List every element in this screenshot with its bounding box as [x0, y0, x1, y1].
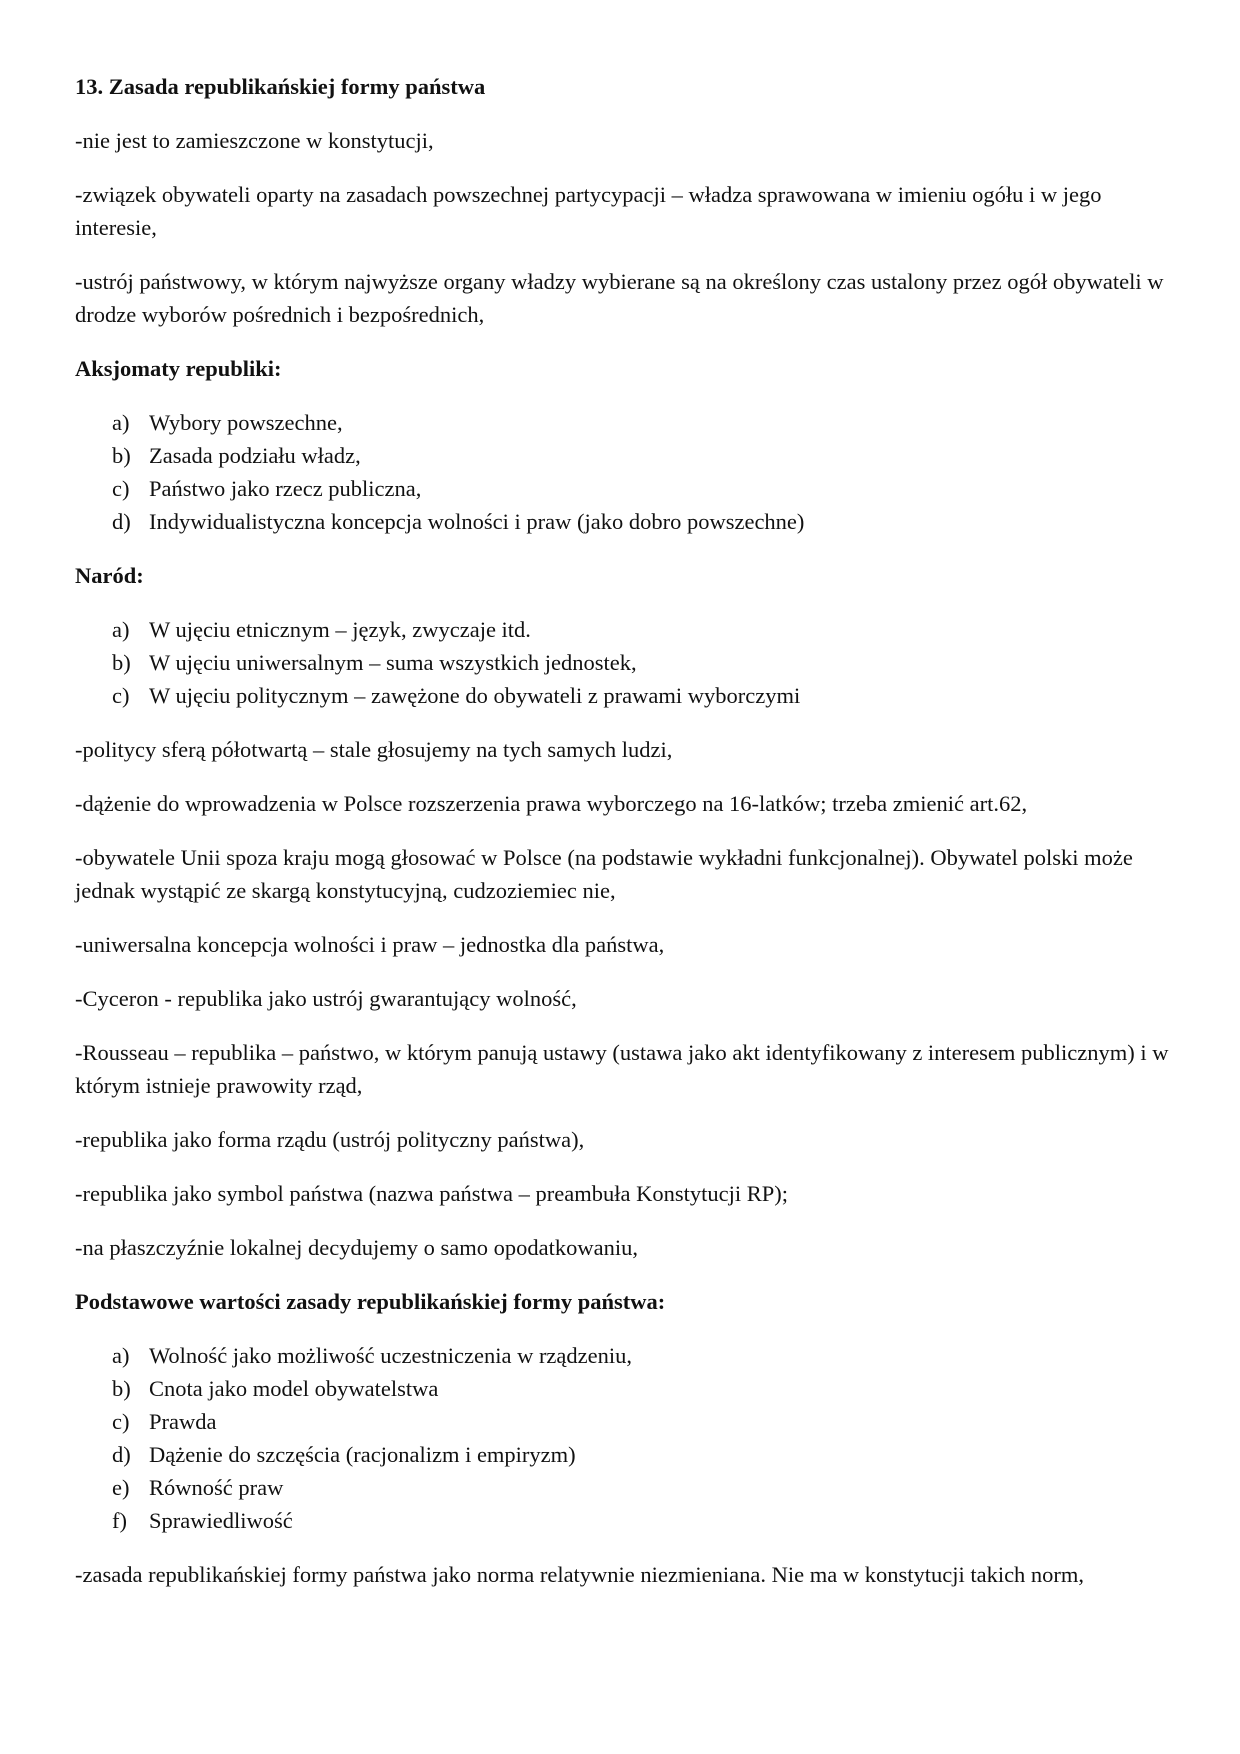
list-item — [112, 613, 1180, 646]
body-paragraph-3: -obywatele Unii spoza kraju mogą głosować w Polsce (na podstawie wykładni funkcjonalnej). Obywatel polski może jednak wystąpić ze skargą konstytucyjną, cudzoziemiec nie, — [75, 845, 1133, 903]
closing-paragraph: -zasada republikańskiej formy państwa jako norma relatywnie niezmieniana. Nie ma w konstytucji takich norm, — [75, 1562, 1085, 1587]
axioms-list — [75, 406, 1180, 538]
list-marker: a) — [112, 410, 130, 435]
list-item-text: Wolność jako możliwość uczestniczenia w rządzeniu, — [149, 1343, 633, 1368]
list-item — [112, 1372, 1180, 1405]
list-item — [112, 505, 1180, 538]
document-page — [75, 70, 1180, 1612]
body-paragraph-7: -republika jako forma rządu (ustrój polityczny państwa), — [75, 1127, 585, 1152]
list-item-text: W ujęciu politycznym – zawężone do obywateli z prawami wyborczymi — [149, 683, 801, 708]
body-paragraph-6: -Rousseau – republika – państwo, w którym panują ustawy (ustawa jako akt identyfikowany z interesem publicznym) i w którym istnieje prawowity rząd, — [75, 1040, 1169, 1098]
list-item-text: W ujęciu uniwersalnym – suma wszystkich jednostek, — [149, 650, 637, 675]
list-marker: a) — [112, 1343, 130, 1368]
list-item-text: Sprawiedliwość — [149, 1508, 293, 1533]
list-item-text: Indywidualistyczna koncepcja wolności i praw (jako dobro powszechne) — [149, 509, 805, 534]
values-list — [75, 1339, 1180, 1537]
list-item — [112, 1504, 1180, 1537]
list-item-text: Zasada podziału władz, — [149, 443, 361, 468]
body-paragraph-5: -Cyceron - republika jako ustrój gwarantujący wolność, — [75, 986, 577, 1011]
list-item — [112, 1339, 1180, 1372]
list-item-text: Dążenie do szczęścia (racjonalizm i empiryzm) — [149, 1442, 576, 1467]
body-paragraph-4: -uniwersalna koncepcja wolności i praw – jednostka dla państwa, — [75, 932, 665, 957]
list-item — [112, 1438, 1180, 1471]
list-item — [112, 1405, 1180, 1438]
list-marker: b) — [112, 650, 131, 675]
nation-list — [75, 613, 1180, 712]
list-item-text: Równość praw — [149, 1475, 284, 1500]
list-item-text: Wybory powszechne, — [149, 410, 343, 435]
body-paragraph-8: -republika jako symbol państwa (nazwa państwa – preambuła Konstytucji RP); — [75, 1181, 788, 1206]
body-paragraph-1: -politycy sferą półotwartą – stale głosujemy na tych samych ludzi, — [75, 737, 673, 762]
list-marker: d) — [112, 1442, 131, 1467]
document-title: 13. Zasada republikańskiej formy państwa — [75, 74, 486, 99]
list-marker: a) — [112, 617, 130, 642]
nation-heading: Naród: — [75, 563, 144, 588]
intro-paragraph-3: -ustrój państwowy, w którym najwyższe organy władzy wybierane są na określony czas ustalony przez ogół obywateli w drodze wyborów pośrednich i bezpośrednich, — [75, 269, 1164, 327]
list-marker: b) — [112, 1376, 131, 1401]
list-item — [112, 406, 1180, 439]
list-marker: c) — [112, 1409, 130, 1434]
list-item — [112, 472, 1180, 505]
list-item — [112, 1471, 1180, 1504]
list-marker: c) — [112, 476, 130, 501]
values-heading: Podstawowe wartości zasady republikańskiej formy państwa: — [75, 1289, 666, 1314]
intro-paragraph-2: -związek obywateli oparty na zasadach powszechnej partycypacji – władza sprawowana w imieniu ogółu i w jego interesie, — [75, 182, 1102, 240]
list-marker: d) — [112, 509, 131, 534]
list-item-text: W ujęciu etnicznym – język, zwyczaje itd. — [149, 617, 531, 642]
list-marker: e) — [112, 1475, 130, 1500]
list-marker: f) — [112, 1508, 127, 1533]
list-item-text: Państwo jako rzecz publiczna, — [149, 476, 422, 501]
list-item-text: Cnota jako model obywatelstwa — [149, 1376, 439, 1401]
intro-paragraph-1: -nie jest to zamieszczone w konstytucji, — [75, 128, 434, 153]
axioms-heading: Aksjomaty republiki: — [75, 356, 282, 381]
body-paragraph-9: -na płaszczyźnie lokalnej decydujemy o samo opodatkowaniu, — [75, 1235, 638, 1260]
list-item-text: Prawda — [149, 1409, 217, 1434]
list-marker: c) — [112, 683, 130, 708]
list-item — [112, 439, 1180, 472]
list-item — [112, 679, 1180, 712]
list-marker: b) — [112, 443, 131, 468]
body-paragraph-2: -dążenie do wprowadzenia w Polsce rozszerzenia prawa wyborczego na 16-latków; trzeba zmienić art.62, — [75, 791, 1028, 816]
list-item — [112, 646, 1180, 679]
